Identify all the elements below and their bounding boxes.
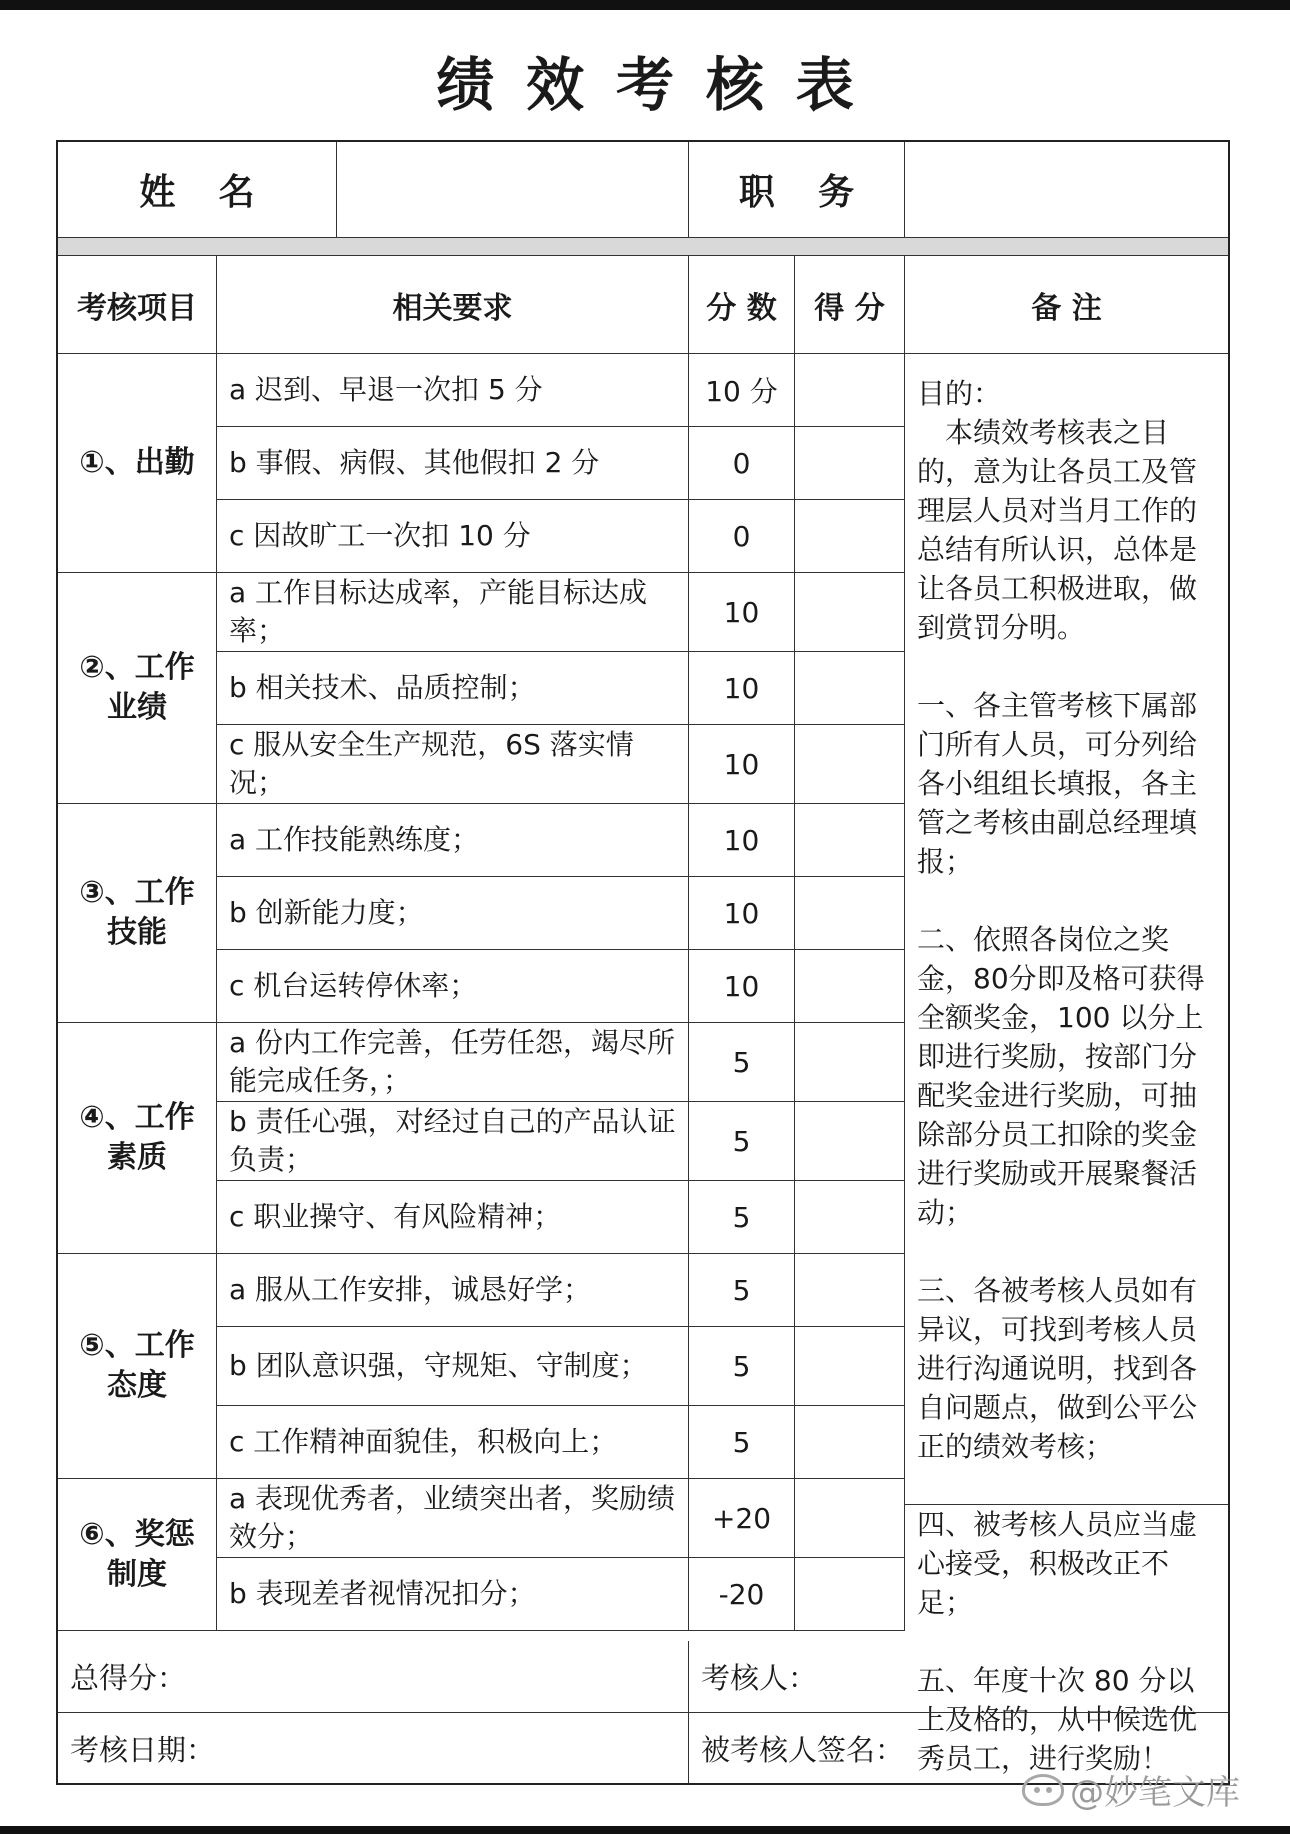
assessment-date-label: 考核日期： bbox=[70, 1732, 216, 1767]
name-label: 姓名 bbox=[58, 142, 337, 238]
col-header-item: 考核项目 bbox=[58, 256, 217, 354]
score-input-cell[interactable] bbox=[795, 725, 905, 804]
points-cell: 5 bbox=[689, 1327, 795, 1406]
score-input-cell[interactable] bbox=[795, 354, 905, 427]
requirement-cell: b 相关技术、品质控制； bbox=[217, 652, 689, 725]
score-input-cell[interactable] bbox=[795, 652, 905, 725]
score-input-cell[interactable] bbox=[795, 1023, 905, 1102]
assessor-field[interactable] bbox=[689, 1641, 1228, 1713]
notes-item-2: 二、依照各岗位之奖金，80分即及格可获得全额奖金，100 以分上即进行奖励，按部门分配奖金进行奖励，可抽除部分员工扣除的奖金进行奖励或开展聚餐活动； bbox=[917, 923, 1205, 1229]
position-label: 职务 bbox=[689, 142, 905, 238]
requirement-cell: a 服从工作安排，诚恳好学； bbox=[217, 1254, 689, 1327]
score-input-cell[interactable] bbox=[795, 1102, 905, 1181]
points-cell: 10 bbox=[689, 877, 795, 950]
points-cell: 5 bbox=[689, 1023, 795, 1102]
separator-band bbox=[58, 238, 1228, 256]
category-cell: ⑥、奖惩制度 bbox=[58, 1479, 217, 1631]
category-cell: ②、工作业绩 bbox=[58, 573, 217, 804]
points-cell: 10 分 bbox=[689, 354, 795, 427]
score-input-cell[interactable] bbox=[795, 1406, 905, 1479]
points-cell: +20 bbox=[689, 1479, 795, 1558]
points-cell: 0 bbox=[689, 500, 795, 573]
requirement-cell: a 份内工作完善，任劳任怨，竭尽所能完成任务，； bbox=[217, 1023, 689, 1102]
assessment-form bbox=[56, 140, 1230, 1785]
requirement-cell: c 服从安全生产规范，6S 落实情况； bbox=[217, 725, 689, 804]
requirement-cell: b 责任心强，对经过自己的产品认证负责； bbox=[217, 1102, 689, 1181]
category-cell: ④、工作素质 bbox=[58, 1023, 217, 1254]
notes-purpose: 本绩效考核表之目的，意为让各员工及管理层人员对当月工作的总结有所认识，总体是让各员工积极进取，做到赏罚分明。 bbox=[917, 416, 1198, 644]
notes-heading: 目的： bbox=[917, 377, 1002, 410]
requirement-cell: a 表现优秀者，业绩突出者，奖励绩效分； bbox=[217, 1479, 689, 1558]
category-cell: ③、工作技能 bbox=[58, 804, 217, 1023]
col-header-requirement: 相关要求 bbox=[217, 256, 689, 354]
notes-panel bbox=[905, 354, 1228, 1775]
score-input-cell[interactable] bbox=[795, 573, 905, 652]
requirement-cell: a 工作目标达成率，产能目标达成率； bbox=[217, 573, 689, 652]
score-input-cell[interactable] bbox=[795, 1327, 905, 1406]
score-input-cell[interactable] bbox=[795, 1479, 905, 1558]
name-field[interactable] bbox=[337, 142, 689, 238]
top-border-bar bbox=[0, 0, 1290, 10]
score-input-cell[interactable] bbox=[795, 877, 905, 950]
requirement-cell: a 迟到、早退一次扣 5 分 bbox=[217, 354, 689, 427]
signature-label: 被考核人签名： bbox=[701, 1732, 905, 1767]
requirement-cell: c 因故旷工一次扣 10 分 bbox=[217, 500, 689, 573]
score-input-cell[interactable] bbox=[795, 427, 905, 500]
notes-item-3: 三、各被考核人员如有异议，可找到考核人员进行沟通说明，找到各自问题点，做到公平公正的绩效考核； bbox=[917, 1274, 1198, 1463]
logo-icon bbox=[1022, 1774, 1064, 1806]
requirement-cell: b 团队意识强，守规矩、守制度； bbox=[217, 1327, 689, 1406]
points-cell: 10 bbox=[689, 652, 795, 725]
requirement-cell: b 创新能力度； bbox=[217, 877, 689, 950]
points-cell: 10 bbox=[689, 573, 795, 652]
score-input-cell[interactable] bbox=[795, 1254, 905, 1327]
requirement-cell: c 机台运转停休率； bbox=[217, 950, 689, 1023]
points-cell: 10 bbox=[689, 804, 795, 877]
score-input-cell[interactable] bbox=[795, 1558, 905, 1631]
score-input-cell[interactable] bbox=[795, 1181, 905, 1254]
notes-item-1: 一、各主管考核下属部门所有人员，可分列给各小组组长填报，各主管之考核由副总经理填报； bbox=[917, 689, 1198, 878]
category-cell: ⑤、工作态度 bbox=[58, 1254, 217, 1479]
assessor-label: 考核人： bbox=[701, 1661, 818, 1695]
score-input-cell[interactable] bbox=[795, 804, 905, 877]
total-score-field[interactable] bbox=[58, 1641, 689, 1713]
points-cell: 10 bbox=[689, 725, 795, 804]
points-cell: 5 bbox=[689, 1102, 795, 1181]
col-header-notes: 备 注 bbox=[905, 256, 1228, 354]
points-cell: 10 bbox=[689, 950, 795, 1023]
page-title: 绩效考核表 bbox=[436, 51, 886, 119]
col-header-points: 分 数 bbox=[689, 256, 795, 354]
requirement-cell: c 工作精神面貌佳，积极向上； bbox=[217, 1406, 689, 1479]
notes-item-5: 五、年度十次 80 分以上及格的，从中候选优秀员工，进行奖励！ bbox=[917, 1664, 1198, 1775]
category-cell: ①、出勤 bbox=[58, 354, 217, 573]
requirement-cell: b 事假、病假、其他假扣 2 分 bbox=[217, 427, 689, 500]
points-cell: -20 bbox=[689, 1558, 795, 1631]
watermark bbox=[1022, 1765, 1240, 1814]
points-cell: 5 bbox=[689, 1406, 795, 1479]
points-cell: 5 bbox=[689, 1254, 795, 1327]
points-cell: 0 bbox=[689, 427, 795, 500]
score-input-cell[interactable] bbox=[795, 500, 905, 573]
points-cell: 5 bbox=[689, 1181, 795, 1254]
score-input-cell[interactable] bbox=[795, 950, 905, 1023]
requirement-cell: c 职业操守、有风险精神； bbox=[217, 1181, 689, 1254]
position-field[interactable] bbox=[905, 142, 1228, 238]
col-header-score: 得 分 bbox=[795, 256, 905, 354]
bottom-border-bar bbox=[0, 1826, 1290, 1834]
requirement-cell: a 工作技能熟练度； bbox=[217, 804, 689, 877]
watermark-text: @妙笔文库 bbox=[1070, 1773, 1240, 1813]
notes-item-4: 四、被考核人员应当虚心接受，积极改正不足； bbox=[917, 1508, 1198, 1619]
assessment-date-field[interactable] bbox=[58, 1713, 689, 1783]
total-score-label: 总得分： bbox=[70, 1661, 187, 1695]
requirement-cell: b 表现差者视情况扣分； bbox=[217, 1558, 689, 1631]
